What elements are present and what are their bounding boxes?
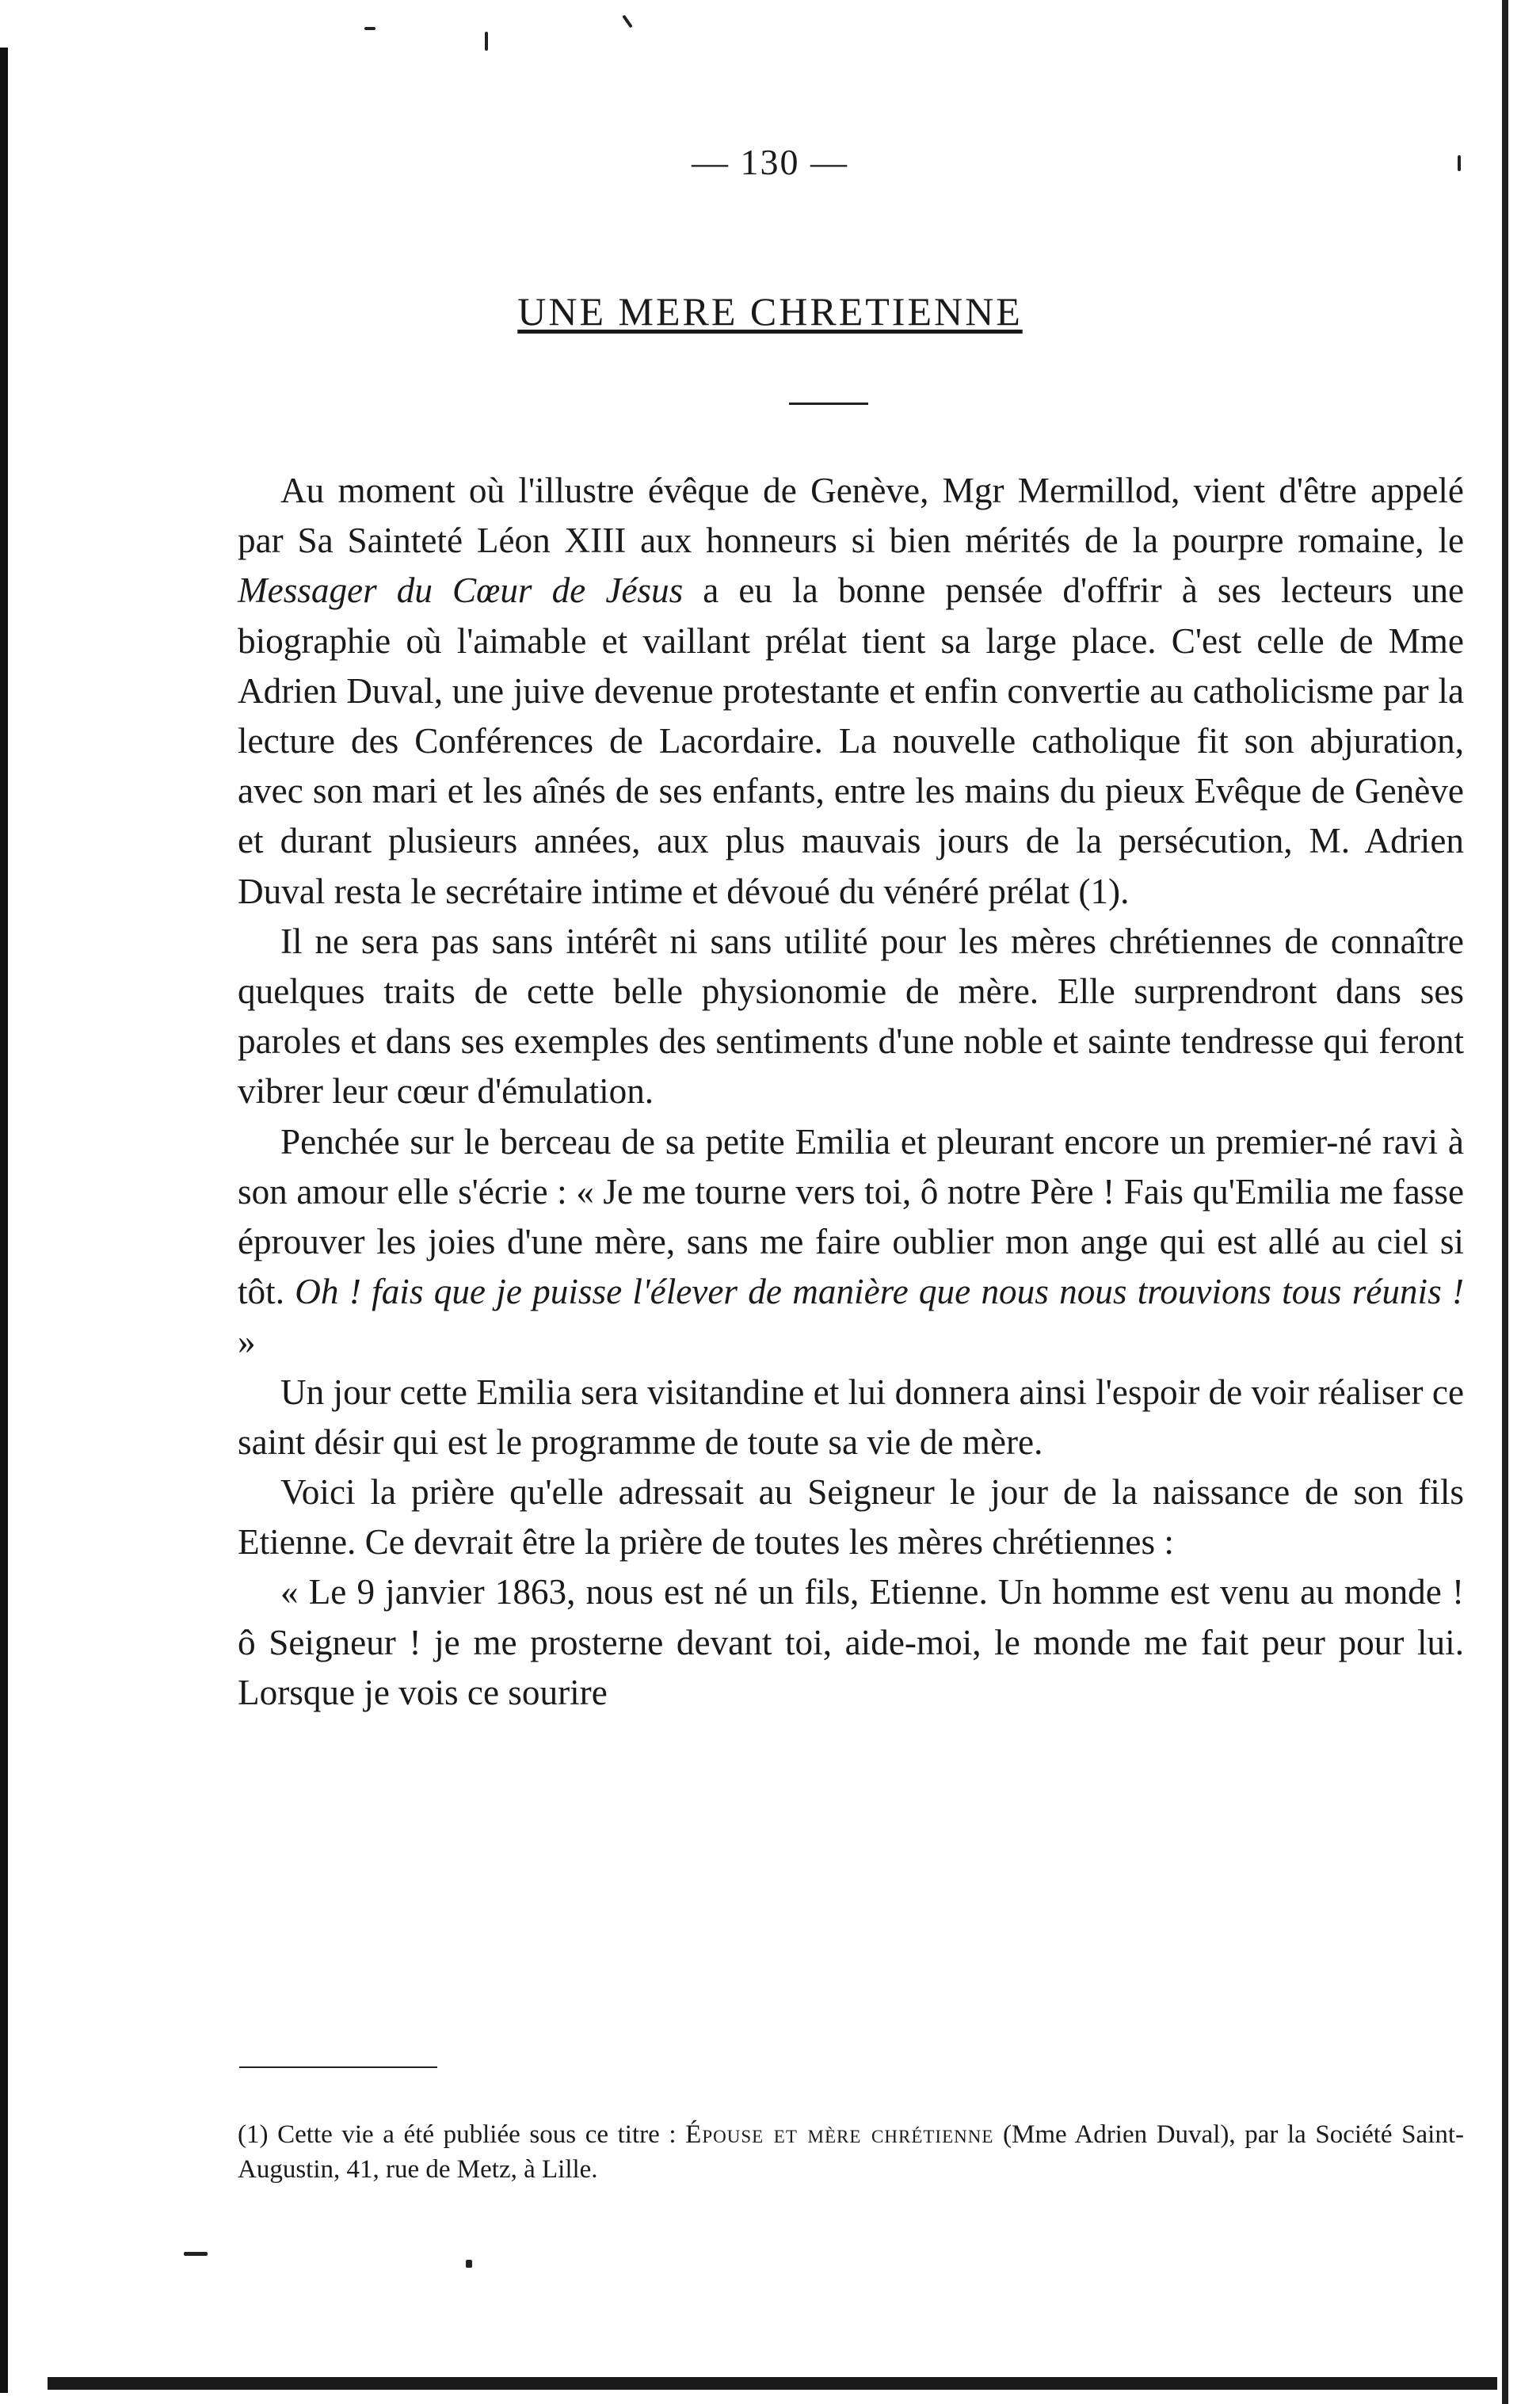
paragraph: Voici la prière qu'elle adressait au Seigneur le jour de la naissance de son fils Etienne. Ce devrait être la prière de toutes les mères chrétiennes : xyxy=(238,1472,1464,1563)
scan-speck xyxy=(466,2260,472,2268)
scan-edge-left xyxy=(0,48,8,2393)
scan-edge-right xyxy=(1502,0,1508,2404)
paragraph: Au moment où l'illustre évêque de Genève, Mgr Mermillod, vient d'être appelé par Sa Sainteté Léon XIII aux honneurs si bien mérités de la pourpre romaine, le Messager du Cœur de Jésus a eu la bonne pensée d'offrir à ses lecteurs une biographie où l'aimable et vaillant prélat tient sa large place. C'est celle de Mme Adrien Duval, une juive devenue protestante et enfin convertie au catholicisme par la lecture des Conférences de Lacordaire. La nouvelle catholique fit son abjuration, avec son mari et les aînés de ses enfants, entre les mains du pieux Evêque de Genève et durant plusieurs années, aux plus mauvais jours de la persécution, M. Adrien Duval resta le secrétaire intime et dévoué du vénéré prélat (1). xyxy=(238,471,1464,911)
scan-speck xyxy=(485,32,488,51)
italic-quote: Oh ! fais que je puisse l'élever de manière que nous nous trouvions tous réunis ! xyxy=(295,1272,1465,1312)
body-text xyxy=(238,466,1464,1718)
paragraph: Il ne sera pas sans intérêt ni sans utilité pour les mères chrétiennes de connaître quelques traits de cette belle physionomie de mère. Elle surprendront dans ses paroles et dans ses exemples des sentiments d'une noble et sainte tendresse qui feront vibrer leur cœur d'émulation. xyxy=(238,921,1464,1112)
scan-speck xyxy=(184,2252,208,2256)
footnote: (1) Cette vie a été publiée sous ce titre : Épouse et mère chrétienne (Mme Adrien Duval), par la Société Saint-Augustin, 41, rue de Metz, à Lille. xyxy=(238,2120,1465,2184)
paragraph: Penchée sur le berceau de sa petite Emilia et pleurant encore un premier-né ravi à son amour elle s'écrie : « Je me tourne vers toi, ô notre Père ! Fais qu'Emilia me fasse éprouver les joies d'une mère, sans me faire oublier mon ange qui est allé au ciel si tôt. Oh ! fais que je puisse l'élever de manière que nous nous trouvions tous réunis ! » xyxy=(238,1121,1465,1362)
scan-speck xyxy=(622,14,633,28)
chapter-title: UNE MERE CHRETIENNE xyxy=(517,289,1023,334)
scan-edge-bottom xyxy=(48,2377,1497,2390)
footnote-separator xyxy=(239,2066,437,2068)
footnote-book-title: Épouse et mère chrétienne xyxy=(685,2120,994,2149)
paragraph: Un jour cette Emilia sera visitandine et lui donnera ainsi l'espoir de voir réaliser ce saint désir qui est le programme de toute sa vie de mère. xyxy=(238,1372,1464,1462)
page-number: — 130 — xyxy=(692,142,848,182)
title-separator xyxy=(789,403,868,405)
paragraph: « Le 9 janvier 1863, nous est né un fils, Etienne. Un homme est venu au monde ! ô Seigneur ! je me prosterne devant toi, aide-moi, le monde me fait peur pour lui. Lorsque je vois ce sourire xyxy=(238,1572,1464,1712)
scan-speck xyxy=(364,27,375,30)
journal-title: Messager du Cœur de Jésus xyxy=(238,570,684,611)
